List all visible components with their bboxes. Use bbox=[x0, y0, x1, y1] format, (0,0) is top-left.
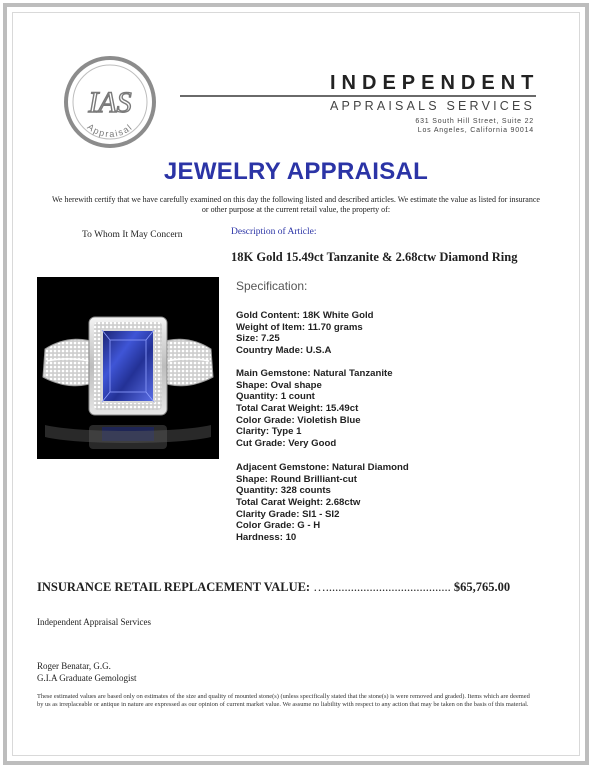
spec-line: Cut Grade: Very Good bbox=[236, 438, 337, 450]
spec-line: Quantity: 1 count bbox=[236, 391, 315, 403]
spec-line: Clarity: Type 1 bbox=[236, 426, 302, 438]
address-line-1: 631 South Hill Street, Suite 22 bbox=[415, 118, 534, 125]
article-title: 18K Gold 15.49ct Tanzanite & 2.68ctw Diamond Ring bbox=[231, 250, 518, 264]
logo-monogram: IAS bbox=[88, 86, 132, 119]
spec-line: Color Grade: G - H bbox=[236, 520, 321, 532]
header-rule bbox=[180, 95, 536, 97]
ias-logo bbox=[63, 55, 157, 149]
spec-group-main-gemstone bbox=[236, 368, 393, 450]
spec-line: Main Gemstone: Natural Tanzanite bbox=[236, 368, 393, 379]
signer-name: Roger Benatar, G.G. bbox=[37, 661, 111, 671]
spec-line: Total Carat Weight: 15.49ct bbox=[236, 403, 359, 415]
spec-group-adjacent-gemstone bbox=[236, 462, 409, 544]
disclaimer: These estimated values are based only on estimates of the size and quality of mounted stone(s) (unless specifically stated that the stone(s) is were removed and graded). Items which are deemed by us as irreplaceable or antique in nature are expressed as our opinion of current market value. We assume no liability with respect to any action that may be taken on the basis of this material. bbox=[37, 693, 530, 708]
specification-heading: Specification: bbox=[236, 279, 308, 293]
signer-title: G.I.A Graduate Gemologist bbox=[37, 673, 137, 683]
spec-line: Total Carat Weight: 2.68ctw bbox=[236, 497, 361, 509]
insurance-value-dots: …........................................ bbox=[313, 580, 451, 594]
description-label: Description of Article: bbox=[231, 227, 317, 237]
address-line-2: Los Angeles, California 90014 bbox=[417, 127, 534, 134]
spec-line: Weight of Item: 11.70 grams bbox=[236, 321, 363, 333]
spec-line: Quantity: 328 counts bbox=[236, 485, 331, 497]
recipient: To Whom It May Concern bbox=[82, 230, 183, 240]
spec-line: Gold Content: 18K White Gold bbox=[236, 310, 374, 321]
insurance-value bbox=[37, 580, 510, 595]
spec-line: Size: 7.25 bbox=[236, 333, 280, 345]
spec-group-metal bbox=[236, 310, 374, 357]
certification-statement: We herewith certify that we have carefully examined on this day the following listed and described articles. We estimate the value as listed for insurance or other purpose at the current retail value, the property of: bbox=[52, 195, 540, 214]
spec-line: Adjacent Gemstone: Natural Diamond bbox=[236, 462, 409, 473]
insurance-value-amount: $65,765.00 bbox=[453, 580, 511, 594]
spec-line: Shape: Round Brilliant-cut bbox=[236, 473, 357, 485]
company-subtitle: APPRAISALS SERVICES bbox=[330, 99, 536, 113]
spec-line: Hardness: 10 bbox=[236, 532, 297, 544]
spec-line: Clarity Grade: SI1 - SI2 bbox=[236, 508, 340, 520]
logo-ring-text: Appraisal bbox=[85, 121, 135, 140]
insurance-value-label: INSURANCE RETAIL REPLACEMENT VALUE: bbox=[37, 580, 311, 594]
company-name: INDEPENDENT bbox=[330, 72, 540, 94]
spec-line: Color Grade: Violetish Blue bbox=[236, 414, 361, 426]
spec-line: Country Made: U.S.A bbox=[236, 345, 332, 357]
spec-line: Shape: Oval shape bbox=[236, 379, 322, 391]
ring-photo bbox=[37, 277, 219, 459]
footer-company: Independent Appraisal Services bbox=[37, 617, 151, 627]
document-title: JEWELRY APPRAISAL bbox=[163, 158, 429, 185]
